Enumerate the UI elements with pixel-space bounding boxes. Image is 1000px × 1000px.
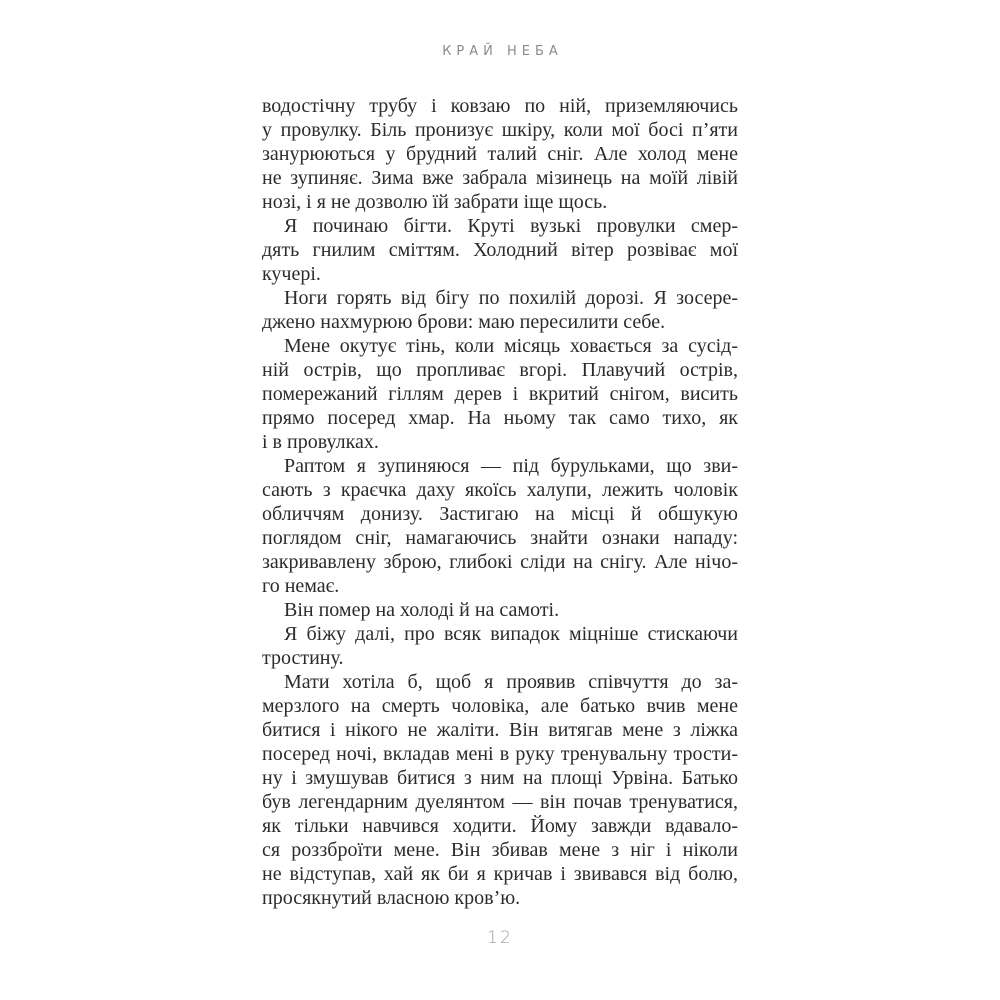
text-line: водостічну трубу і ковзаю по ній, приземляючись: [262, 95, 738, 117]
text-line: тростину.: [262, 647, 344, 669]
text-line: дять гнилим сміттям. Холодний вітер розвіває мої: [262, 239, 738, 261]
text-line: не відступав, хай як би я кричав і звивався від болю,: [262, 863, 738, 885]
text-line: сають з краєчка даху якоїсь халупи, лежить чоловік: [262, 479, 738, 501]
text-line: посеред ночі, вкладав мені в руку тренувальну трости-: [262, 743, 738, 765]
text-line: помережаний гіллям дерев і вкритий снігом, висить: [262, 383, 738, 405]
text-line: Він помер на холоді й на самоті.: [284, 599, 560, 621]
text-line: прямо посеред хмар. На ньому так само тихо, як: [262, 407, 738, 429]
text-line: у провулку. Біль пронизує шкіру, коли мої босі п’яти: [262, 119, 738, 141]
page-number: 12: [487, 928, 513, 948]
text-block: [262, 94, 738, 910]
text-line: поглядом сніг, намагаючись знайти ознаки нападу:: [262, 527, 738, 549]
text-line: ну і змушував битися з ним на площі Урвіна. Батько: [262, 767, 738, 789]
text-line: ній острів, що пропливає вгорі. Плавучий острів,: [262, 359, 738, 381]
running-head: КРАЙ НЕБА: [442, 44, 563, 59]
text-line: Раптом я зупиняюся — під бурульками, що зви-: [284, 455, 738, 477]
text-line: просякнутий власною кров’ю.: [262, 887, 521, 909]
text-line: мерзлого на смерть чоловіка, але батько вчив мене: [262, 695, 738, 717]
text-line: го немає.: [262, 575, 340, 597]
text-line: Ноги горять від бігу по похилій дорозі. Я зосере-: [284, 287, 738, 309]
text-line: обличчям донизу. Застигаю на місці й обшукую: [262, 503, 738, 525]
text-line: занурюються у брудний талий сніг. Але холод мене: [262, 143, 738, 165]
text-line: Я біжу далі, про всяк випадок міцніше стискаючи: [284, 623, 738, 645]
text-line: Мати хотіла б, щоб я проявив співчуття до за-: [284, 671, 738, 693]
text-line: закривавлену зброю, глибокі сліди на снігу. Але нічо-: [262, 551, 738, 573]
text-line: нозі, і я не дозволю їй забрати іще щось.: [262, 191, 608, 213]
text-line: джено нахмурюю брови: маю пересилити себе.: [262, 311, 666, 333]
text-line: не зупиняє. Зима вже забрала мізинець на моїй лівій: [262, 167, 738, 189]
text-line: був легендарним дуелянтом — він почав тренуватися,: [262, 791, 738, 813]
text-line: битися і нікого не жаліти. Він витягав мене з ліжка: [262, 719, 738, 741]
text-line: Я починаю бігти. Круті вузькі провулки смер-: [284, 215, 738, 237]
text-line: як тільки навчився ходити. Йому завжди вдавало-: [262, 815, 738, 837]
text-line: Мене окутує тінь, коли місяць ховається за сусід-: [284, 335, 738, 357]
text-line: і в провулках.: [262, 431, 379, 453]
text-line: кучері.: [262, 263, 321, 285]
text-line: ся роззброїти мене. Він збивав мене з ніг і ніколи: [262, 839, 738, 861]
